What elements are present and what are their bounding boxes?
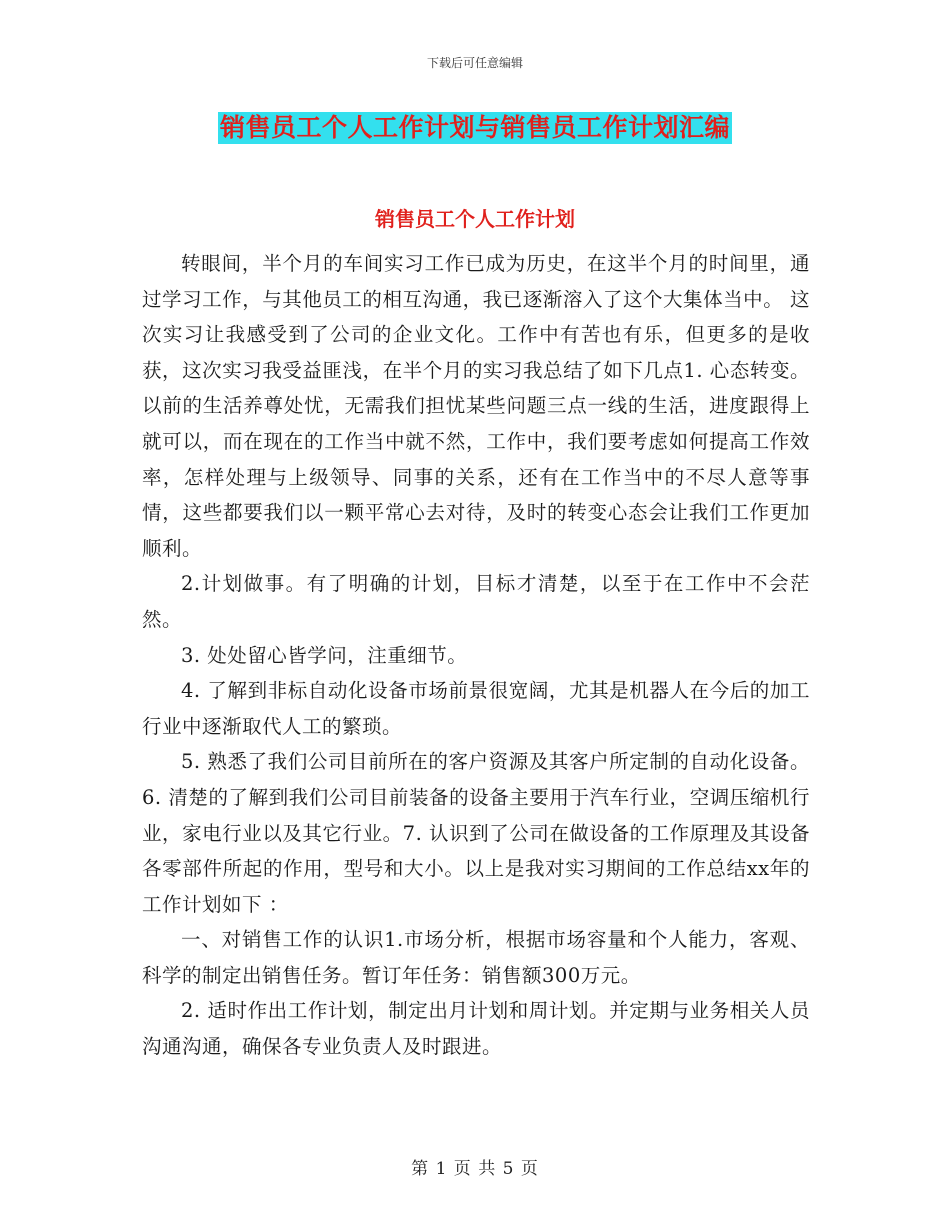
body-paragraph: 5. 熟悉了我们公司目前所在的客户资源及其客户所定制的自动化设备。6. 清楚的了解到我们公司目前装备的设备主要用于汽车行业，空调压缩机行业，家电行业以及其它行业。7. 认识到了公司在做设备的工作原理及其设备各零部件所起的作用，型号和大小。以上是我对实习期间的工作总结xx年的工作计划如下 ： [142, 750, 810, 916]
document-body [142, 246, 810, 1065]
body-paragraph: 2. 适时作出工作计划，制定出月计划和周计划。并定期与业务相关人员沟通沟通，确保各专业负责人及时跟进。 [142, 999, 810, 1059]
document-title: 销售员工个人工作计划与销售员工作计划汇编 [219, 113, 730, 142]
body-paragraph: 2.计划做事。有了明确的计划，目标才清楚，以至于在工作中不会茫然。 [142, 572, 810, 631]
body-paragraph: 一、对销售工作的认识1.市场分析，根据市场容量和个人能力，客观、科学的制定出销售任务。暂订年任务：销售额300万元。 [142, 928, 810, 987]
body-paragraph: 转眼间，半个月的车间实习工作已成为历史，在这半个月的时间里，通过学习工作，与其他员工的相互沟通，我已逐渐溶入了这个大集体当中。 这次实习让我感受到了公司的企业文化。工作中有苦也有乐，但更多的是收获，这次实习我受益匪浅，在半个月的实习我总结了如下几点1. 心态转变。以前的生活养尊处忧，无需我们担忧某些问题三点一线的生活，进度跟得上就可以，而在现在的工作当中就不然，工作中，我们要考虑如何提高工作效率，怎样处理与上级领导、同事的关系，还有在工作当中的不尽人意等事情，这些都要我们以一颗平常心去对待，及时的转变心态会让我们工作更加顺利。 [142, 252, 810, 560]
body-paragraph: 4. 了解到非标自动化设备市场前景很宽阔，尤其是机器人在今后的加工行业中逐渐取代人工的繁琐。 [142, 679, 810, 738]
document-title-container [0, 112, 950, 144]
body-paragraph: 3. 处处留心皆学问，注重细节。 [181, 643, 468, 667]
page-footer-pagination: 第 1 页 共 5 页 [411, 1159, 539, 1179]
section-title: 销售员工个人工作计划 [375, 207, 575, 231]
page-header-note: 下载后可任意编辑 [426, 56, 523, 70]
